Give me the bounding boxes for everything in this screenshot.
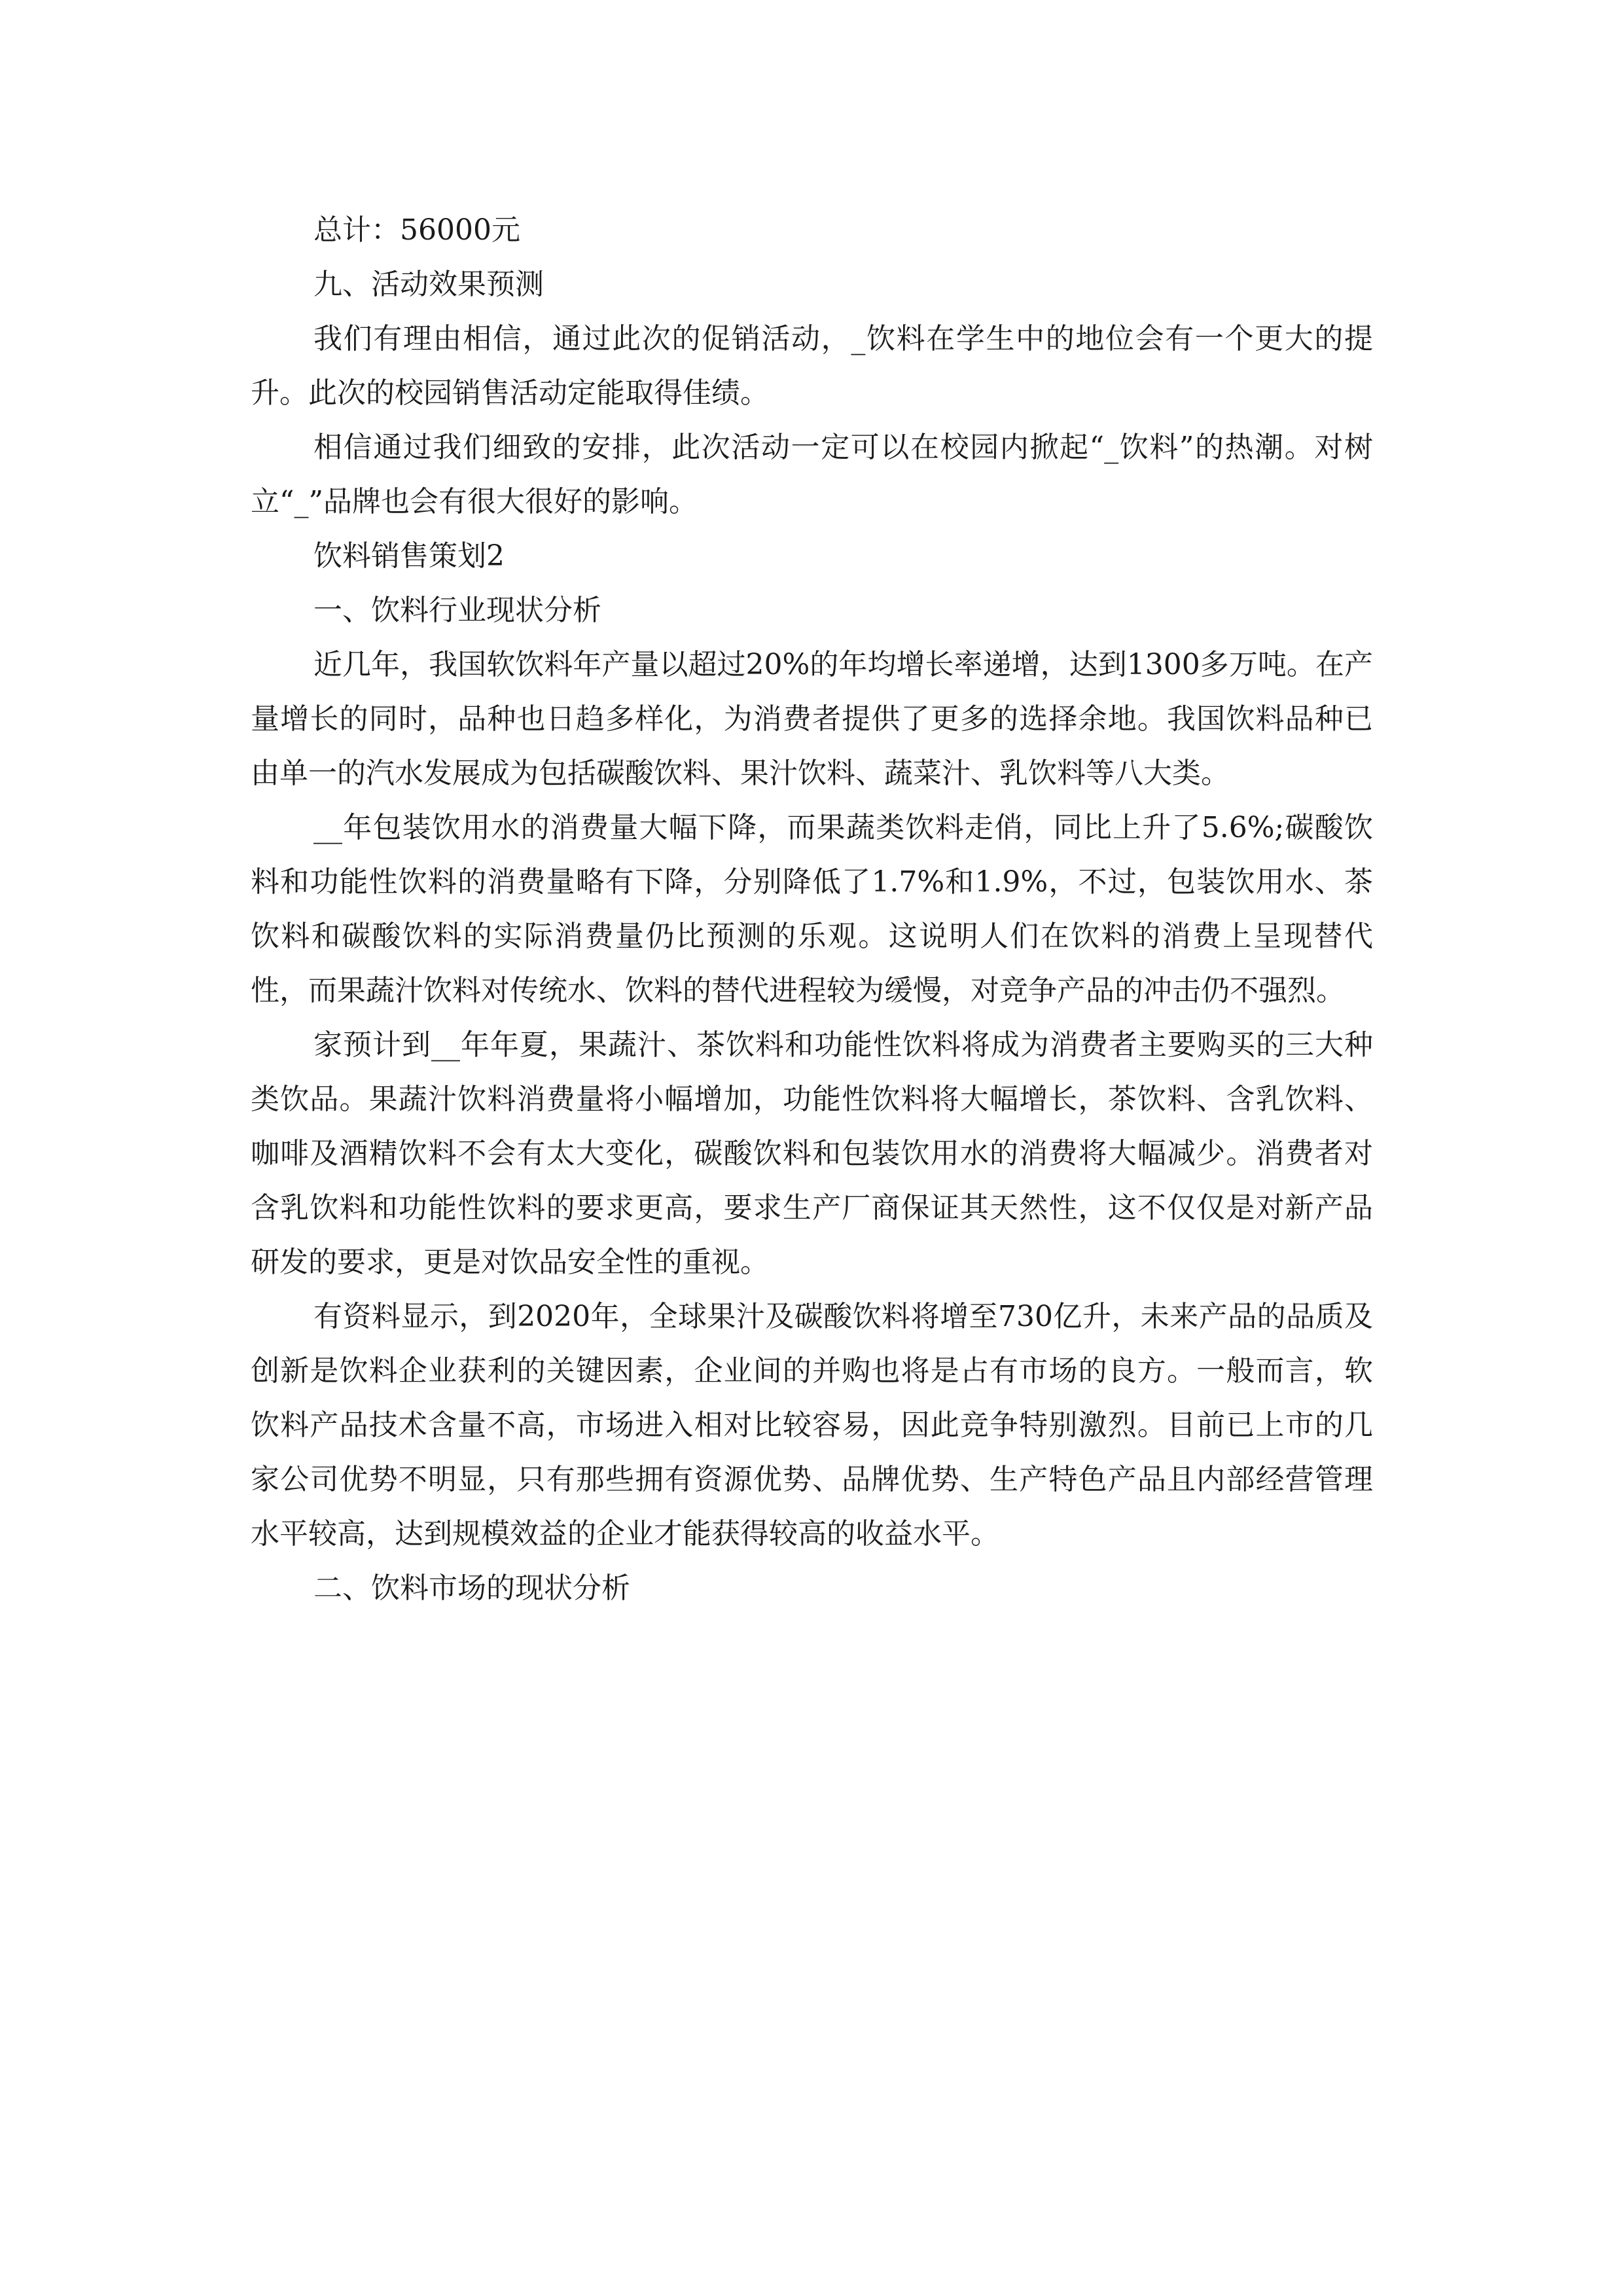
paragraph-effect-1: 我们有理由相信，通过此次的促销活动，_饮料在学生中的地位会有一个更大的提升。此次的校园销售活动定能取得佳绩。 [251,322,1373,410]
section-heading-effect-forecast: 九、活动效果预测 [313,268,544,301]
paragraph-industry-2: __年包装饮用水的消费量大幅下降，而果蔬类饮料走俏，同比上升了5.6%;碳酸饮料和功能性饮料的消费量略有下降，分别降低了1.7%和1.9%，不过，包装饮用水、茶饮料和碳酸饮料的实际消费量仍比预测的乐观。这说明人们在饮料的消费上呈现替代性，而果蔬汁饮料对传统水、饮料的替代进程较为缓慢，对竞争产品的冲击仍不强烈。 [251,811,1373,1007]
plan-title: 饮料销售策划2 [313,539,505,573]
total-line: 总计：56000元 [313,213,520,247]
section-heading-industry-analysis: 一、饮料行业现状分析 [313,594,601,627]
document-body [251,203,1373,1615]
section-heading-market-analysis: 二、饮料市场的现状分析 [313,1571,630,1605]
paragraph-industry-4: 有资料显示，到2020年，全球果汁及碳酸饮料将增至730亿升，未来产品的品质及创新是饮料企业获利的关键因素，企业间的并购也将是占有市场的良方。一般而言，软饮料产品技术含量不高，市场进入相对比较容易，因此竞争特别激烈。目前已上市的几家公司优势不明显，只有那些拥有资源优势、品牌优势、生产特色产品且内部经营管理水平较高，达到规模效益的企业才能获得较高的收益水平。 [251,1300,1373,1551]
paragraph-effect-2: 相信通过我们细致的安排，此次活动一定可以在校园内掀起“_饮料”的热潮。对树立“_”品牌也会有很大很好的影响。 [251,431,1373,518]
paragraph-industry-3: 家预计到__年年夏，果蔬汁、茶饮料和功能性饮料将成为消费者主要购买的三大种类饮品。果蔬汁饮料消费量将小幅增加，功能性饮料将大幅增长，茶饮料、含乳饮料、咖啡及酒精饮料不会有太大变化，碳酸饮料和包装饮用水的消费将大幅减少。消费者对含乳饮料和功能性饮料的要求更高，要求生产厂商保证其天然性，这不仅仅是对新产品研发的要求，更是对饮品安全性的重视。 [251,1028,1373,1279]
paragraph-industry-1: 近几年，我国软饮料年产量以超过20%的年均增长率递增，达到1300多万吨。在产量增长的同时，品种也日趋多样化，为消费者提供了更多的选择余地。我国饮料品种已由单一的汽水发展成为包括碳酸饮料、果汁饮料、蔬菜汁、乳饮料等八大类。 [251,648,1373,790]
